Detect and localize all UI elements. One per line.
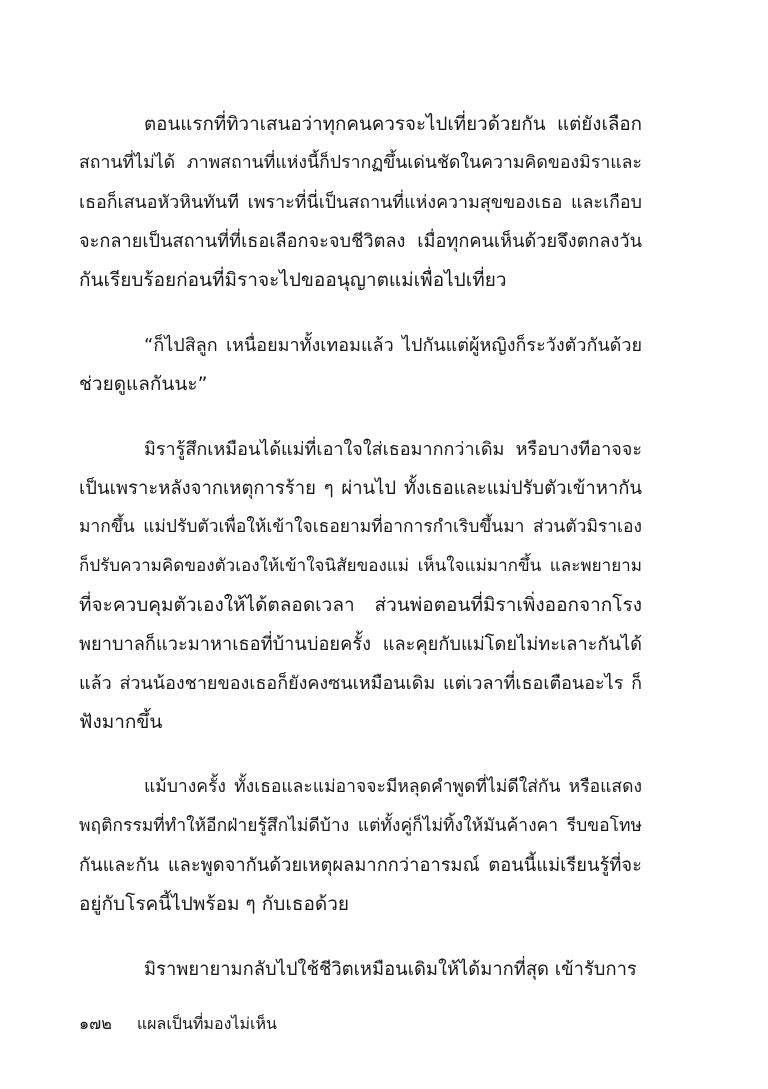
paragraph-gap (79, 742, 642, 768)
paragraph-gap (79, 924, 642, 950)
text-line: “ก็ไปสิลูก เหนื่อยมาทั้งเทอมแล้ว ไปกันแต่ผู้หญิงก็ระวังตัวกันด้วย (144, 335, 642, 356)
text-line: พฤติกรรมที่ทำให้อีกฝ่ายรู้สึกไม่ดีบ้าง แต่ทั้งคู่ก็ไม่ทิ้งให้มันค้างคา รีบขอโทษ (79, 816, 642, 836)
paragraph (79, 768, 642, 924)
text-line: ก็ปรับความคิดของตัวเองให้เข้าใจนิสัยของแม่ เห็นใจแม่มากขึ้น และพยายาม (79, 556, 642, 576)
paragraph (79, 430, 642, 742)
text-line: ฟังมากขึ้น (79, 711, 163, 733)
paragraph-gap (79, 404, 642, 430)
paragraph (79, 105, 642, 300)
text-line: พยาบาลก็แวะมาหาเธอที่บ้านบ่อยครั้ง และคุยกับแม่โดยไม่ทะเลาะกันได้ (79, 634, 642, 655)
text-line: สถานที่ไม่ได้ ภาพสถานที่แห่งนี้ก็ปรากฏขึ้นเด่นชัดในความคิดของมิราและ (79, 153, 642, 173)
text-line: แล้ว ส่วนน้องชายของเธอก็ยังคงซนเหมือนเดิม แต่เวลาที่เธอเตือนอะไร ก็ (79, 673, 642, 694)
text-line: มิรารู้สึกเหมือนได้แม่ที่เอาใจใส่เธอมากกว่าเดิม หรือบางทีอาจจะ (144, 439, 642, 460)
text-line: ตอนแรกที่ทิวาเสนอว่าทุกคนควรจะไปเที่ยวด้วยกัน แต่ยังเลือก (144, 114, 642, 135)
book-title: แผลเป็นที่มองไม่เห็น (136, 1014, 277, 1033)
paragraph (79, 950, 642, 989)
page-number: ๑๗๒ (79, 1014, 112, 1033)
text-line: มิราพยายามกลับไปใช้ชีวิตเหมือนเดิมให้ได้มากที่สุด เข้ารับการ (144, 959, 637, 980)
text-line: แม้บางครั้ง ทั้งเธอและแม่อาจจะมีหลุดคำพูดที่ไม่ดีใส่กัน หรือแสดง (144, 777, 642, 797)
text-line: ช่วยดูแลกันนะ” (79, 373, 208, 395)
paragraph-gap (79, 300, 642, 326)
text-line: กันเรียบร้อยก่อนที่มิราจะไปขออนุญาตแม่เพื่อไปเที่ยว (79, 269, 507, 291)
text-line: อยู่กับโรคนี้ไปพร้อม ๆ กับเธอด้วย (79, 893, 349, 915)
text-line: เป็นเพราะหลังจากเหตุการร้าย ๆ ผ่านไป ทั้งเธอและแม่ปรับตัวเข้าหากัน (79, 478, 642, 499)
body-text (79, 105, 642, 989)
text-line: ที่จะควบคุมตัวเองให้ได้ตลอดเวลา ส่วนพ่อตอนที่มิราเพิ่งออกจากโรง (79, 594, 642, 616)
page-footer (79, 1012, 277, 1037)
text-line: มากขึ้น แม่ปรับตัวเพื่อให้เข้าใจเธอยามที่อาการกำเริบขึ้นมา ส่วนตัวมิราเอง (79, 517, 642, 537)
text-line: กันและกัน และพูดจากันด้วยเหตุผลมากกว่าอารมณ์ ตอนนี้แม่เรียนรู้ที่จะ (79, 855, 642, 876)
text-line: จะกลายเป็นสถานที่ที่เธอเลือกจะจบชีวิตลง เมื่อทุกคนเห็นด้วยจึงตกลงวัน (79, 231, 642, 252)
text-line: เธอก็เสนอหัวหินทันที เพราะที่นี่เป็นสถานที่แห่งความสุขของเธอ และเกือบ (79, 192, 642, 213)
paragraph (79, 326, 642, 404)
